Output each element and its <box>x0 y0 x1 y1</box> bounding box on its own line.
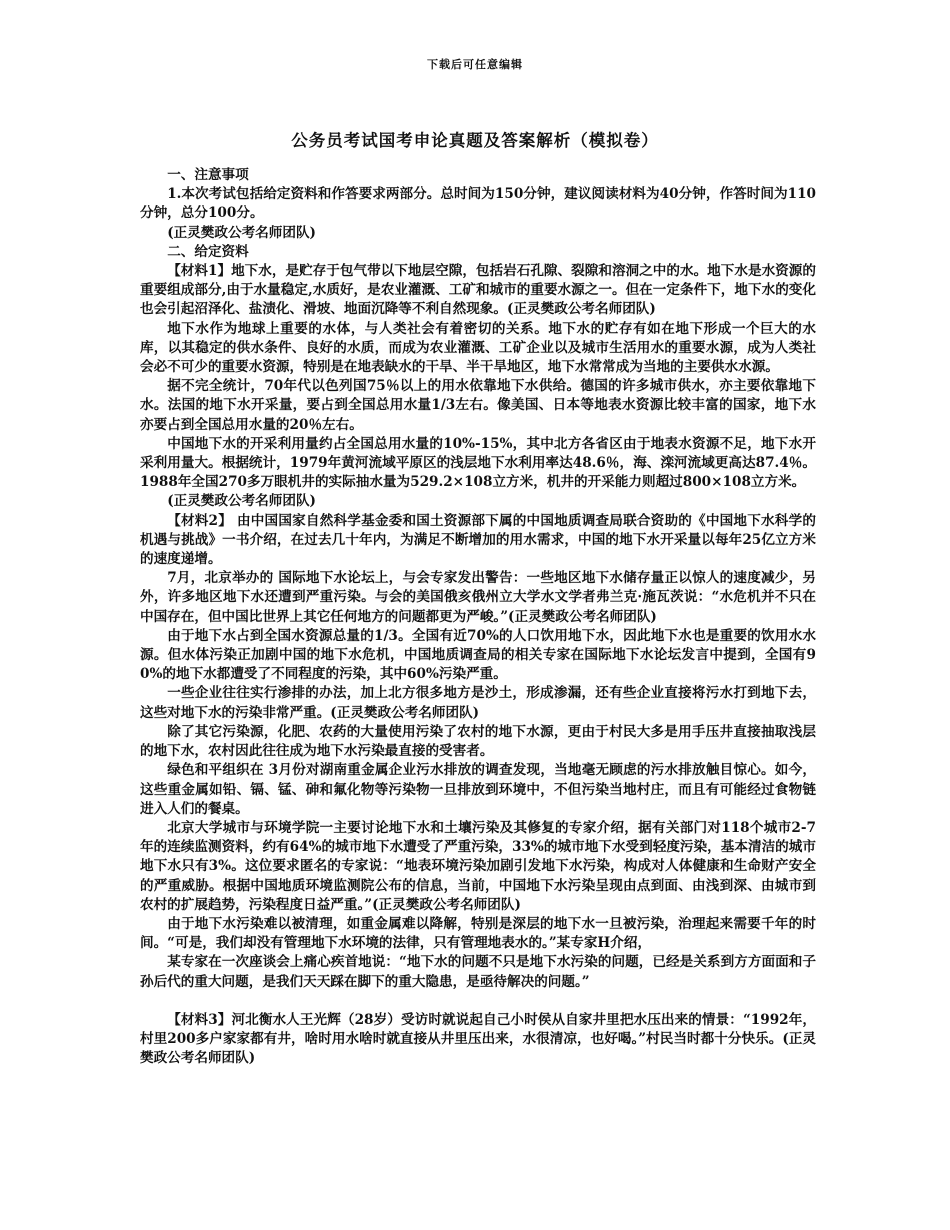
attribution-line: (正灵樊政公考名师团队) <box>167 493 316 510</box>
paragraph: 一些企业往往实行渗排的办法，加上北方很多地方是沙土，形成渗漏，还有些企业直接将污水打到地下去，这些对地下水的污染非常严重。(正灵樊政公考名师团队) <box>140 685 816 721</box>
paragraph: 中国地下水的开采利用量约占全国总用水量的10%-15%，其中北方各省区由于地表水资源不足，地下水开采利用量大。根据统计，1979年黄河流域平原区的浅层地下水利用率达48.6％，海、滦河流域更高达87.4％。1988年全国270多万眼机井的实际抽水量为529.2×108立方米，机井的开采能力则超过800×108立方米。 <box>140 435 816 491</box>
paragraph: 除了其它污染源，化肥、农药的大量使用污染了农村的地下水源，更由于村民大多是用手压井直接抽取浅层的地下水，农村因此往往成为地下水污染最直接的受害者。 <box>140 723 816 760</box>
section-heading-materials: 二、给定资料 <box>167 243 249 260</box>
attribution-line: (正灵樊政公考名师团队) <box>167 224 316 241</box>
paragraph: 据不完全统计，70年代以色列国75％以上的用水依靠地下水供给。德国的许多城市供水，亦主要依靠地下水。法国的地下水开采量，要占到全国总用水量1/3左右。像美国、日本等地表水资源比较丰富的国家，地下水亦要占到全国总用水量的20％左右。 <box>140 378 816 433</box>
document-title: 公务员考试国考申论真题及答案解析（模拟卷） <box>291 131 659 150</box>
document-body <box>140 166 816 1068</box>
paragraph: 地下水作为地球上重要的水体，与人类社会有着密切的关系。地下水的贮存有如在地下形成一个巨大的水库，以其稳定的供水条件、良好的水质，而成为农业灌溉、工矿企业以及城市生活用水的重要水源，成为人类社会必不可少的重要水资源，特别是在地表缺水的干旱、半干旱地区，地下水常常成为当地的主要供水水源。 <box>140 320 816 376</box>
paragraph: 绿色和平组织在 3月份对湖南重金属企业污水排放的调查发现，当地毫无顾虑的污水排放触目惊心。如今，这些重金属如铅、镉、锰、砷和氟化物等污染物一旦排放到环境中，不但污染当地村庄，而且有可能经过食物链进入人们的餐桌。 <box>140 762 816 817</box>
header-note: 下载后可任意编辑 <box>427 58 523 71</box>
paragraph: 1.本次考试包括给定资料和作答要求两部分。总时间为150分钟，建议阅读材料为40分钟，作答时间为110分钟，总分100分。 <box>140 186 816 222</box>
paragraph: 7月，北京举办的 国际地下水论坛上，与会专家发出警告：一些地区地下水储存量正以惊人的速度减少，另外，许多地区地下水还遭到严重污染。与会的美国俄亥俄州立大学水文学者弗兰克·施瓦茨说：“水危机并不只在中国存在，但中国比世界上其它任何地方的问题都更为严峻。”(正灵樊政公考名师团队) <box>140 570 816 625</box>
section-heading-notes: 一、注意事项 <box>167 167 249 183</box>
paragraph-material-1: 【材料1】地下水，是贮存于包气带以下地层空隙，包括岩石孔隙、裂隙和溶洞之中的水。地下水是水资源的重要组成部分,由于水量稳定,水质好，是农业灌溉、工矿和城市的重要水源之一。但在一定条件下，地下水的变化也会引起沼泽化、盐渍化、滑坡、地面沉降等不利自然现象。(正灵樊政公考名师团队) <box>140 263 816 318</box>
paragraph: 北京大学城市与环境学院一主要讨论地下水和土壤污染及其修复的专家介绍，据有关部门对118个城市2-7年的连续监测资料，约有64%的城市地下水遭受了严重污染，33%的城市地下水受到轻度污染，基本清洁的城市地下水只有3%。这位要求匿名的专家说：“地表环境污染加剧引发地下水污染，构成对人体健康和生命财产安全的严重威胁。根据中国地质环境监测院公布的信息，当前，中国地下水污染呈现由点到面、由浅到深、由城市到农村的扩展趋势，污染程度日益严重。”(正灵樊政公考名师团队) <box>140 819 816 913</box>
paragraph: 由于地下水占到全国水资源总量的1/3。全国有近70%的人口饮用地下水，因此地下水也是重要的饮用水水源。但水体污染正加剧中国的地下水危机，中国地质调查局的相关专家在国际地下水论坛发言中提到，全国有90%的地下水都遭受了不同程度的污染，其中60%污染严重。 <box>140 627 816 683</box>
paragraph-material-2: 【材料2】 由中国国家自然科学基金委和国土资源部下属的中国地质调查局联合资助的《中国地下水科学的机遇与挑战》一书介绍，在过去几十年内，为满足不断增加的用水需求，中国的地下水开采量以每年25亿立方米的速度递增。 <box>140 512 816 568</box>
paragraph-material-3: 【材料3】河北衡水人王光辉（28岁）受访时就说起自己小时侯从自家井里把水压出来的情景：“1992年，村里200多户家家都有井，啥时用水啥时就直接从井里压出来，水很清凉，也好喝。”村民当时都十分快乐。(正灵樊政公考名师团队) <box>140 1011 816 1067</box>
paragraph: 由于地下水污染难以被清理，如重金属难以降解，特别是深层的地下水一旦被污染，治理起来需要千年的时间。“可是，我们却没有管理地下水环境的法律，只有管理地表水的。”某专家H介绍， <box>140 915 816 952</box>
paragraph: 某专家在一次座谈会上痛心疾首地说：“地下水的问题不只是地下水污染的问题，已经是关系到方方面面和子孙后代的重大问题，是我们天天踩在脚下的重大隐患，是亟待解决的问题。” <box>140 954 816 990</box>
